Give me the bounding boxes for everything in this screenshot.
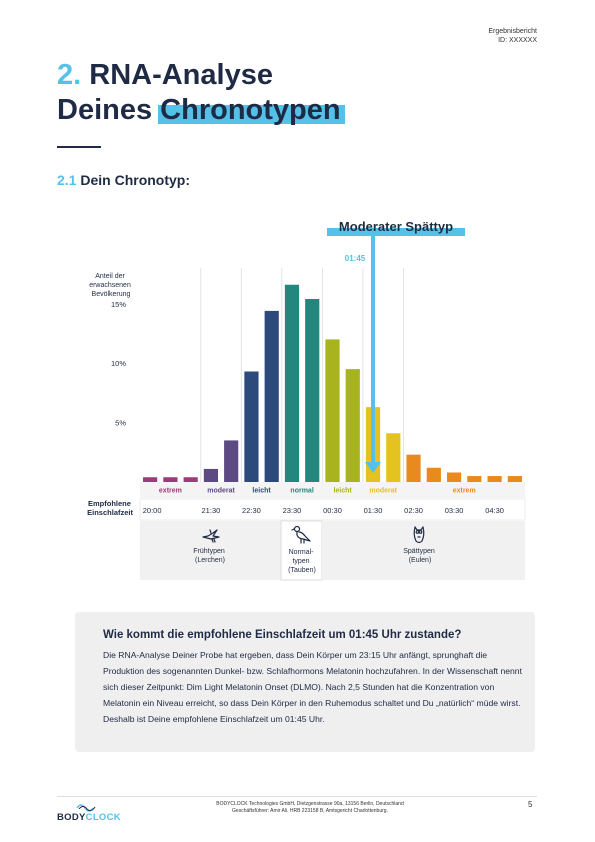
footer-address-line1: BODYCLOCK Technologies GmbH, Dietzgenstrasse 90a, 13156 Berlin, Deutschland [216, 801, 404, 807]
y-tick-label: 10% [110, 359, 126, 369]
logo-text-body: BODY [57, 812, 86, 823]
y-axis-label [89, 273, 133, 298]
bodyclock-logo [57, 800, 121, 824]
title-line1: RNA-Analyse [89, 59, 273, 91]
group-normal-line1: Normal- [288, 549, 314, 556]
x-axis-label [87, 499, 133, 517]
time-label: 21:30 [201, 506, 221, 515]
time-label: 22:30 [242, 506, 261, 515]
bar [163, 477, 177, 482]
result-type-label: Moderater Spättyp [338, 219, 454, 234]
bar [406, 455, 420, 482]
time-label: 00:30 [323, 506, 342, 515]
bar [143, 477, 157, 482]
title-number: 2. [57, 59, 82, 91]
bar [508, 476, 522, 482]
bar [447, 472, 461, 482]
result-time-label: 01:45 [344, 254, 366, 263]
footer-address [150, 801, 470, 815]
y-axis-label-line3: Bevölkerung [91, 291, 131, 298]
title-highlight: Chronotypen [160, 94, 341, 126]
group-early-line2: (Lerchen) [195, 557, 225, 564]
group-late-line1: Spättypen [403, 548, 435, 555]
bar [325, 339, 339, 482]
section-number: 2.1 [57, 172, 77, 188]
x-axis-label-line2: Einschlafzeit [87, 508, 133, 517]
time-label: 03:30 [444, 506, 464, 515]
y-tick-label: 15% [110, 299, 126, 309]
bar [244, 371, 258, 482]
group-early-line1: Frühtypen [193, 548, 225, 555]
category-label: extrem [158, 487, 182, 495]
bar [184, 477, 198, 482]
bar [285, 285, 299, 482]
logo-text-clock: CLOCK [85, 812, 121, 823]
time-label: 20:00 [142, 506, 162, 515]
time-label: 02:30 [404, 506, 423, 515]
bar [386, 433, 400, 482]
footer-divider [57, 796, 537, 797]
y-tick-label: 5% [115, 418, 126, 428]
time-label: 01:30 [363, 506, 383, 515]
report-id: ID: XXXXXX [498, 37, 537, 44]
group-late-line2: (Eulen) [408, 557, 432, 564]
page-number: 5 [528, 800, 533, 809]
bar [488, 476, 502, 482]
category-label: moderat [369, 487, 397, 495]
bars [143, 285, 522, 482]
bar [224, 440, 238, 482]
y-axis-label-line1: Anteil der [95, 273, 125, 280]
section-title: Dein Chronotyp: [80, 172, 191, 188]
logo-waves-icon [57, 800, 117, 812]
bar [467, 476, 481, 482]
group-normal-line2: typen [292, 558, 310, 565]
y-axis-label-line2: erwachsenen [89, 282, 131, 289]
bar [427, 468, 441, 482]
bar [346, 369, 360, 482]
time-label: 23:30 [282, 506, 302, 515]
category-label: leicht [333, 487, 352, 495]
info-title: Wie kommt die empfohlene Einschlafzeit um 01:45 Uhr zustande? [103, 629, 462, 641]
category-label: normal [290, 487, 314, 495]
x-axis-label-line1: Empfohlene [87, 499, 131, 508]
y-ticks [111, 300, 126, 428]
time-label: 04:30 [485, 506, 504, 515]
category-label: moderat [207, 487, 235, 495]
category-label: leicht [252, 487, 271, 495]
footer-address-line2: Geschäftsführer: Amir Ali. HRB 223158 B, Amtsgericht Charlottenburg. [232, 808, 388, 814]
report-header-title: Ergebnisbericht [488, 28, 537, 35]
bar [204, 469, 218, 482]
bar [265, 311, 279, 482]
info-text: Die RNA-Analyse Deiner Probe hat ergeben, dass Dein Körper um 23:15 Uhr anfängt, sprunghaft die Produktion des sogenannten Dunkel- bzw. Schlafhormons Melatonin hochzufahren. In der Wissenschaft nennt sich dieser Zeitpunkt: Dim Light Melatonin Onset (DLMO). Nach 2,5 Stunden hat die Konzentration von Melatonin ein Niveau erreicht, so dass Dein Körper in den Ruhemodus schaltet und Du „natürlich“ müde wirst. Deshalb ist Deine empfohlene Einschlafzeit um 01:45 Uhr. [103, 650, 522, 724]
bar [305, 299, 319, 482]
group-normal-line3: (Tauben) [288, 567, 316, 574]
category-label: extrem [452, 487, 476, 495]
title-line2-prefix: Deines [57, 94, 153, 126]
